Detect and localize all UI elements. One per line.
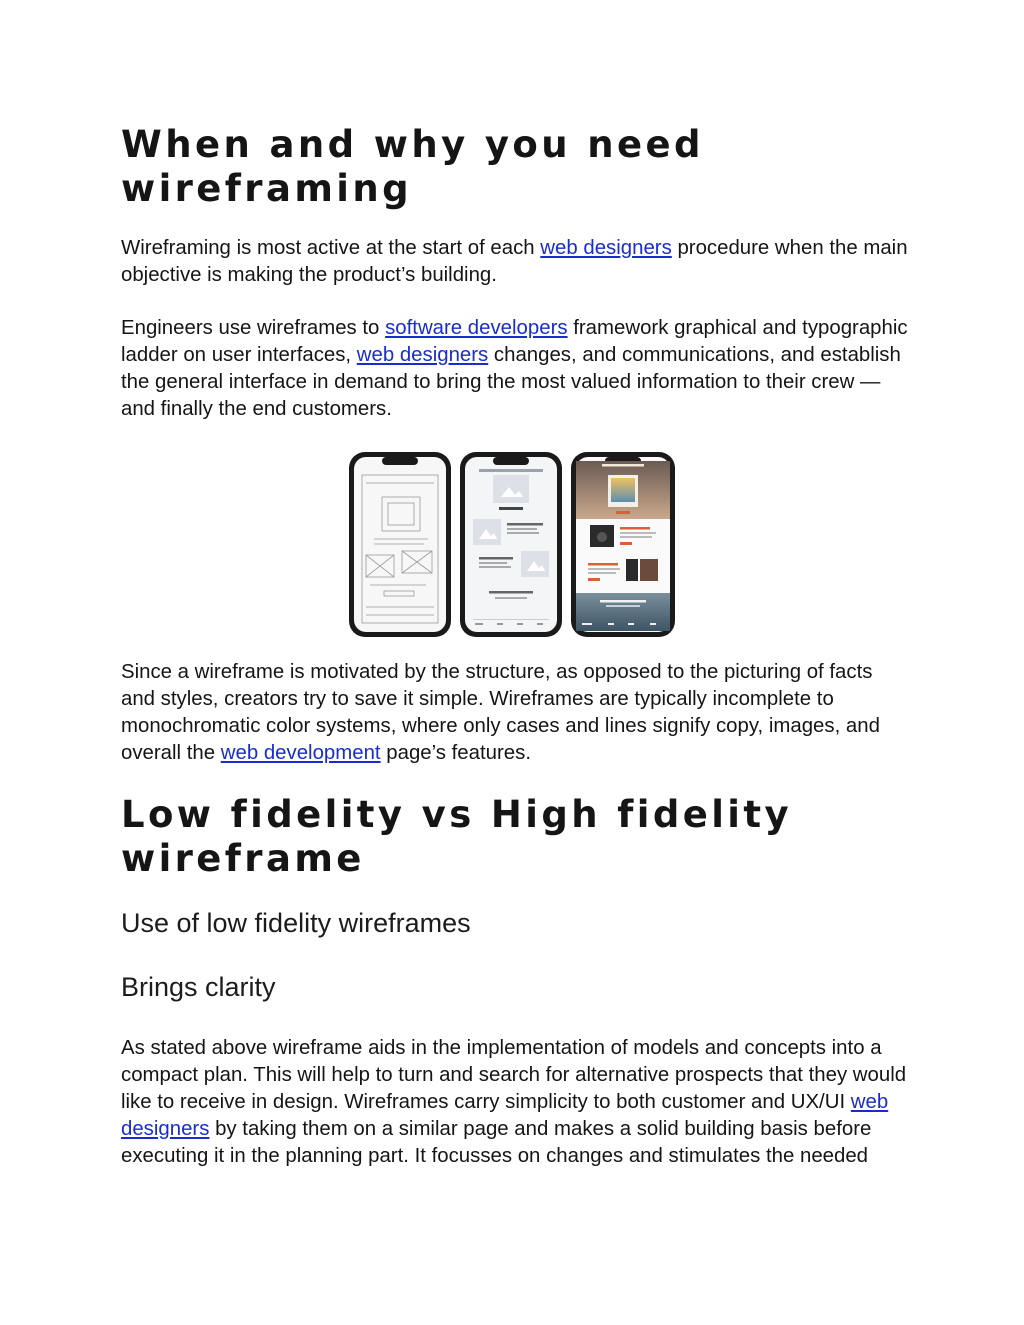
paragraph-wireframing-intro: Wireframing is most active at the start of each web designers procedure when the main objective is making the product’s building. — [121, 237, 908, 286]
subheading-use-of-low-fidelity: Use of low fidelity wireframes — [121, 908, 471, 938]
heading-when-why-wireframing: When and why you need wireframing — [121, 123, 704, 210]
phone-sketch-wireframe — [349, 452, 451, 637]
phone-grey-wireframe — [460, 452, 562, 637]
phone-high-fidelity — [571, 452, 675, 637]
subheading-brings-clarity: Brings clarity — [121, 972, 276, 1002]
paragraph-clarity: As stated above wireframe aids in the implementation of models and concepts into a compact plan. This will help to turn and search for alternative prospects that they would like to receive in design. Wireframes carry simplicity to both customer and UX/UI web designers by taking them on a similar page and makes a solid building basis before executing it in the planning part. It focusses on changes and stimulates the needed — [121, 1037, 907, 1167]
paragraph-structure: Since a wireframe is motivated by the structure, as opposed to the picturing of facts and styles, creators try to save it simple. Wireframes are typically incomplete to monochromatic color systems, where only cases and lines signify copy, images, and overall the web development page’s features. — [121, 661, 880, 764]
wireframe-phones-illustration-icon — [348, 451, 676, 638]
link-web-development[interactable]: web development — [220, 742, 381, 764]
link-software-developers[interactable]: software developers — [385, 317, 568, 339]
paragraph-engineers: Engineers use wireframes to software developers framework graphical and typographic ladder on user interfaces, web designers changes, and communications, and establish the general interface in demand to bring the most valued information to their crew — and finally the end customers. — [121, 317, 908, 420]
heading-low-vs-high-fidelity: Low fidelity vs High fidelity wireframe — [121, 793, 792, 880]
link-web-designers-3[interactable]: web designers — [121, 1091, 889, 1140]
link-web-designers[interactable]: web designers — [540, 237, 672, 259]
link-web-designers-2[interactable]: web designers — [356, 344, 489, 366]
